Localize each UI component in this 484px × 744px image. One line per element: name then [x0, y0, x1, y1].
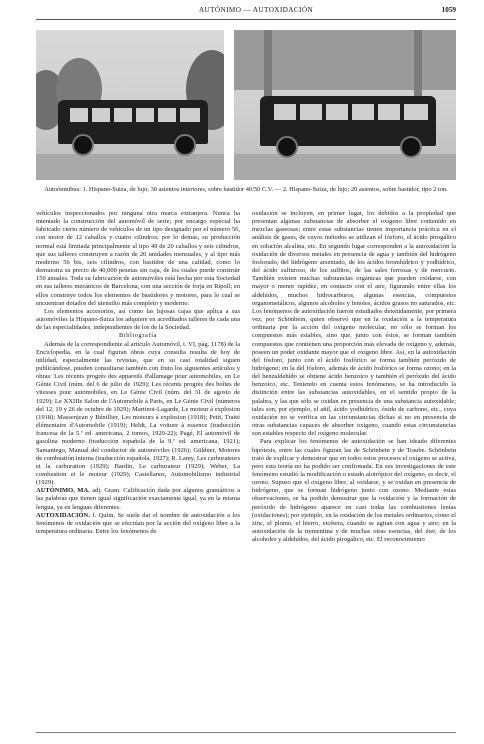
entry-autoxidacion	[36, 512, 240, 536]
ground	[234, 154, 456, 180]
paragraph: vehículos inspeccionados por ninguna otra marca extranjera. Nunca ha intentado la construcción del automóvil de serie; por encargo especial ha fabricado cierto número de vehículos de un tipo designado por el número 56, con motor de 12 caballos y cuatro cilindros; por lo demás, su producción normal está limitada principalmente al tipo 49 de 20 caballos y seis cilindros, que sus talleres construyen a razón de 20 unidades mensuales, y al tipo más moderno 56 bis, seis cilindros, con bastidor de una calidad, como lo demuestra su precio de 40,000 pesetas sin caja, de los cuales puede construir 150 anuales. Toda su fabricación de automóviles está hecha por esta Sociedad en sus talleres mecánicos de Barcelona, con una sección de forja en Ripoll; en ellos construye todos los elementos de bastidores y motores, para lo cual se encuentran dotados del utensilio más completo y moderno.	[36, 210, 240, 307]
bus-window	[70, 108, 88, 122]
paragraph: oxidación se incluyen, en primer lugar, los debidos a la propiedad que presentan algunas substancias de absorber el oxígeno libre contenido en mezclas gaseosas; entre estas substancias tienen importancia práctica en el análisis de gases, de cuyos métodos se utilizan el fósforo, el ácido pirogálico en solución alcalina, etc. En segundo lugar corresponden a la autoxidación la oxidación de diversos metales en presencia de agua y también del hidrógeno fosforado, del hidrógeno arseniado, de los ácidos bromhídrico y yodhídrico, del ácido sulfuroso, de los sulfitos, de las sales ferrosas y de mercurio. También existen muchas substancias orgánicas que pueden oxidarse, con mayor o menor rapidez, en contacto con el aire, figurando entre ellas los aldehídos, muchos hidrocarburos, algunas esencias, compuestos organometálicos, algunos alcoholes y fenoles, ácidos grasos no saturados, etc. Los fenómenos de autoxidación fueron estudiados detenidamente, por primera vez, por Schönbein, quien observó que en la oxidación a la temperatura ordinaria por la acción del oxígeno molecular, no sólo se forman los compuestos más estables, sino que, junto con éstos, se forman también compuestos que contienen una proporción más elevada de oxígeno y, además, poseen un poder oxidante mayor que el oxígeno libre. Así, en la autoxidación del fósforo, junto con el ácido fosfórico se forma también peróxido de hidrógeno; en la del fósforo, además de ácido fosfórico se forma ozono; en la del benzaldehído se obtiene ácido benzoico y también el peróxido del ácido benzoico, etc. Teniendo en cuenta estos fenómenos, se ha introducido la distinción entre las substancias autoxidables, en el sentido propio de la palabra, y las que sólo se oxidan en presencia de una substancia autoxidable; tales son, por ejemplo, el añil, ácido yodhídrico, óxido de carbono, etc., cuya oxidación no se verifica en las circunstancias dichas si no en presencia de otras substancias capaces de absorber oxígeno, cuando estas circunstancias son estables respecto del oxígeno molecular.	[252, 210, 456, 438]
entry-autonimo	[36, 487, 240, 511]
bus-window	[92, 108, 110, 122]
bus-window	[180, 108, 200, 122]
page-header	[36, 6, 456, 18]
bus-wheel	[72, 134, 94, 156]
bus-window	[378, 104, 400, 120]
bus-window	[136, 108, 154, 122]
section-heading: Bibliografía	[118, 332, 158, 340]
bus-window	[352, 104, 374, 120]
header-rule	[36, 19, 456, 20]
footer-rule	[36, 732, 456, 733]
right-column	[252, 210, 456, 544]
page-number: 1059	[441, 6, 456, 14]
bus-window	[326, 104, 348, 120]
bus-wheel	[400, 136, 422, 158]
bus-wheel	[276, 136, 298, 158]
bus-window	[404, 104, 428, 120]
paragraph: Los elementos accesorios, así como las lujosas cajas que aplica a sus automóviles la Hispano-Suiza los adquiere en acreditados talleres de cada una de las especialidades, independientes de los de la Sociedad.	[36, 307, 240, 332]
figure-caption: Autoómnibus: 1. Hispano-Suiza, de lujo; 30 asientos interiores, sobre bastidor 40/50 C.V. — 2. Hispano-Suiza, de lujo; 20 asientos, sobre bastidor, tipo 2 ton.	[44, 186, 448, 193]
photo-bus-1	[36, 30, 224, 180]
bus-window	[114, 108, 132, 122]
paragraph: Para explicar los fenómenos de autoxidación se han ideado diferentes hipótesis, entre las cuales figuran las de Schönbein y de Traube. Schönbein trató de explicar y demostrar que en todos estos procesos el oxígeno se activa, pero esta teoría no ha podido ser confirmada. En sus investigaciones de este fenómeno estudió la modificación o estado alotrópico del oxígeno, es decir, el ozono. Supuso que el oxígeno libre, al oxidarse, y se oxidan en presencia de hidrógeno, que se forman hidrógeno junto con ozono. Mediante estas observaciones, se ha podido demostrar que la oxidación y la formación de peróxido de hidrógeno aparece en casi todas las combustiones lentas (oxidaciones); por ejemplo, en la oxidación de los metales ordinarios, como el zinc, el plomo, el hierro, etcétera, cuando se agitan con agua y aire; en la autoxidación de la trementina y de muchas otras esencias, del éter, de los alcoholes y aldehídos, del ácido pirogálico, etc. El reconocimiento	[252, 438, 456, 544]
bus-window	[300, 104, 322, 120]
left-column	[36, 210, 240, 536]
ground	[36, 154, 224, 180]
bus-window	[158, 108, 176, 122]
entry-text: adj. Gram. Calificación dada por algunos gramáticos a las palabras que tienen igual significación exactamente igual, ya en la misma lengua, ya en lenguas diferentes.	[36, 487, 241, 511]
entry-headword: AUTOXIDACIÓN.	[36, 511, 90, 519]
bus-wheel	[174, 134, 196, 156]
bus-window	[274, 104, 296, 120]
entry-text: f. Quím. Se suele dar el nombre de autoxidación a los fenómenos de oxidación que se efectúan por la acción del oxígeno libre a la temperatura ordinaria. Entre los fenómenos de	[36, 511, 241, 536]
bibliography: Además de la correspondiente al artículo Automóvil, t. VI, pág. 1178) de la Enciclopedia, en la cual figuran obras cuya consulta resulta de hoy de utilidad, especialmente las revistas, que en su casi totalidad siguen publicándose, pueden consultarse también con fruto los siguientes artículos y obras: Les récents progrès des appareils d'allumage pour automobiles, en Le Génie Civil (núm. del 6 de julio de 1929); Les récents progrès des boîtes de vitesses pour automobiles, en Le Génie Civil (núm. del 31 de agosto de 1929); Le XXIIIe Salon de l'Automobile à Paris, en Le Génie Civil (números del 12, 19 y 26 de octubre de 1929); Martinot-Lagarde, Le moteur à explosion (1918); Massenjean y Bénillier, Les moteurs à explosion (1918); Petit, Traité élémentaire d'Automobile (1919); Heldt, La voiture à essence (traducción francesa de la 5.ª ed. americana, 2 tomos, 1920-22); Pagé, El automóvil de gasolina moderno (traducción española de la 9.ª ed. americana, 1921); Samaniego, Manual del conductor de automóviles (1926); Güldner, Motores de combustión interna (traducción española, 1927); R. Lamy, Les carburateurs et la carburation (1929); Bardin, Le carburateur (1929); Weber, La combustion et le moteur (1929); Castellanos, Automobilismo industrial (1929).	[36, 340, 240, 487]
entry-headword: AUTÓNIMO, MA.	[36, 487, 90, 495]
running-title: AUTÓNIMO — AUTOXIDACIÓN	[198, 6, 314, 14]
photo-bus-2	[234, 30, 456, 180]
